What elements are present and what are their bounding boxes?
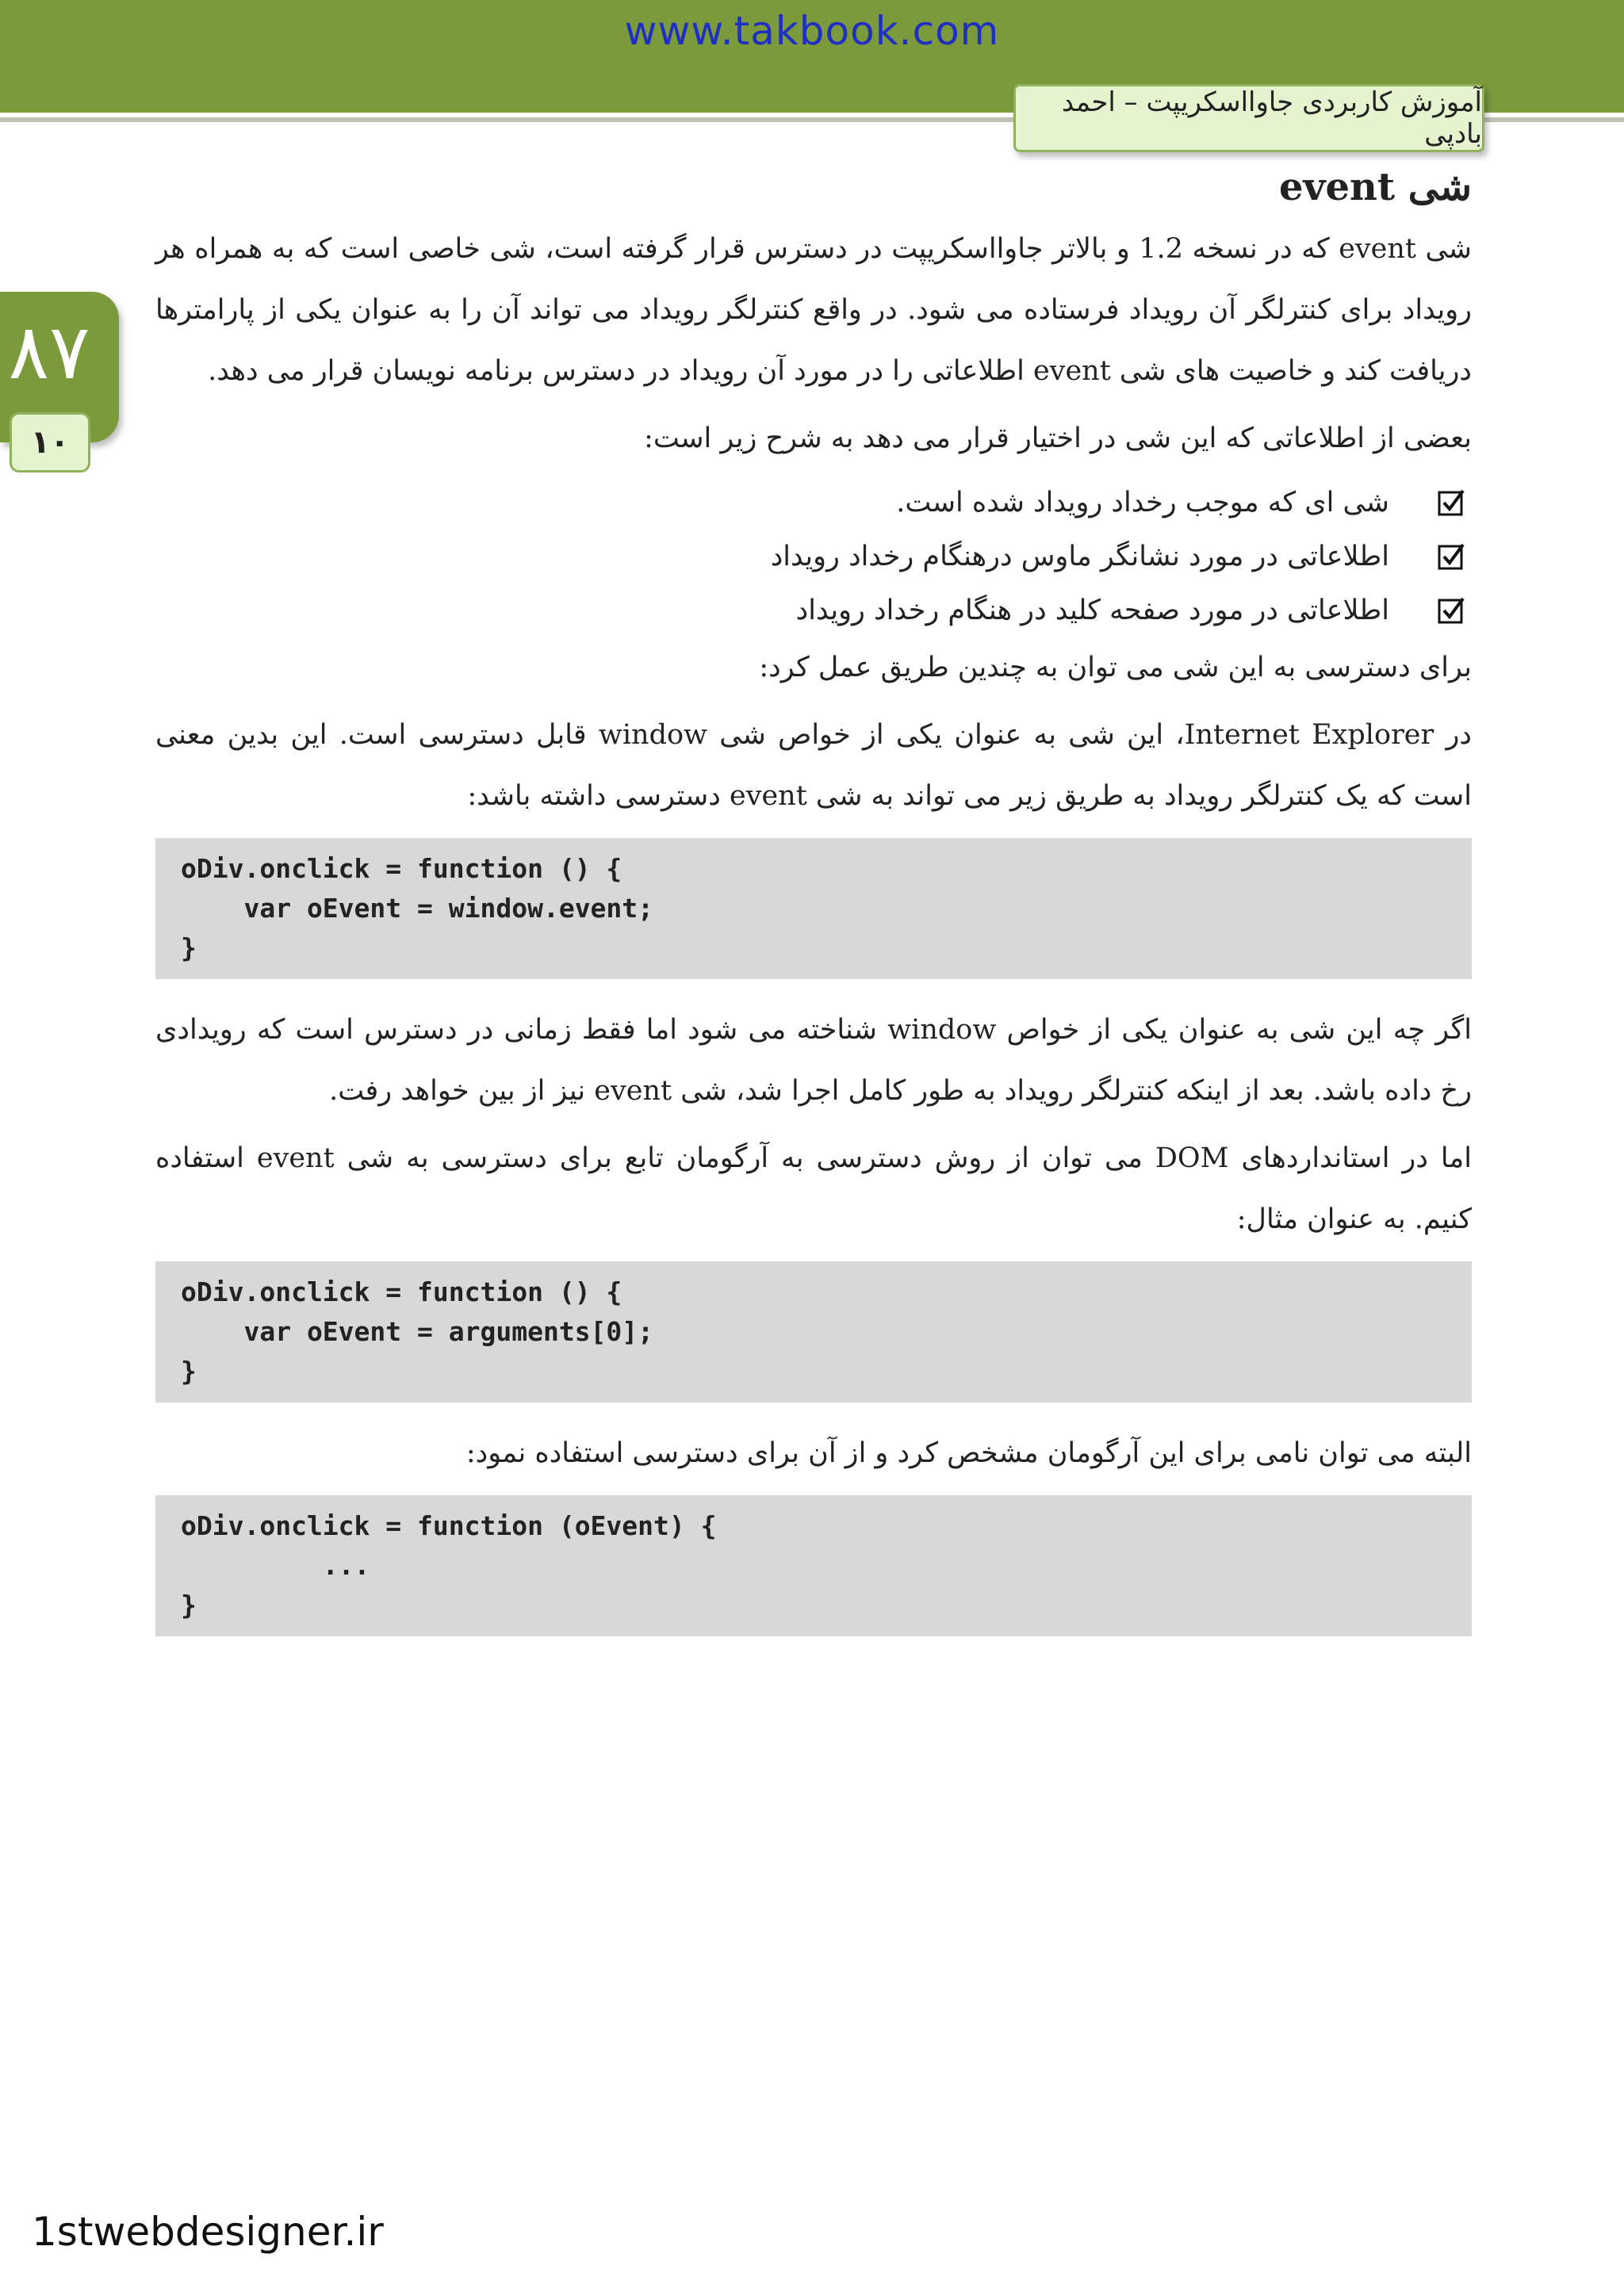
code-line: var oEvent = arguments[0]; <box>181 1316 654 1347</box>
list-item <box>155 584 1472 637</box>
dom-paragraph: اما در استانداردهای DOM می توان از روش دسترسی به آرگومان تابع برای دسترسی به شی event استفاده کنیم. به عنوان مثال: <box>155 1142 1473 1235</box>
book-title-tab <box>1013 84 1484 152</box>
named-arg-paragraph: البته می توان نامی برای این آرگومان مشخص کرد و از آن برای دسترسی استفاده نمود: <box>465 1437 1472 1469</box>
page-content <box>155 155 1472 1657</box>
site-url: www.takbook.com <box>624 8 1000 54</box>
code-block-window-event <box>155 838 1472 979</box>
ie-paragraph: در Internet Explorer، این شی به عنوان یکی از خواص شی window قابل دسترسی است. این بدین معنی است که یک کنترلگر رویداد به طریق زیر می تواند به شی event دسترسی داشته باشد: <box>155 719 1472 812</box>
code-line: oDiv.onclick = function () { <box>181 853 622 884</box>
list-item-text: اطلاعاتی در مورد صفحه کلید در هنگام رخداد رویداد <box>795 595 1389 626</box>
section-title: شی event <box>1279 165 1472 209</box>
code-line: var oEvent = window.event; <box>181 893 654 924</box>
code-line: } <box>181 932 197 963</box>
code-line: oDiv.onclick = function () { <box>181 1276 622 1307</box>
code-line: oDiv.onclick = function (oEvent) { <box>181 1510 717 1541</box>
checkbox-icon <box>1437 596 1465 625</box>
list-item <box>155 476 1472 530</box>
code-line: } <box>181 1590 197 1621</box>
code-block-named-argument <box>155 1495 1472 1636</box>
checkbox-icon <box>1437 542 1465 571</box>
window-note-paragraph: اگر چه این شی به عنوان یکی از خواص window شناخته می شود اما فقط زمانی در دسترس است که رویدادی رخ داده باشد. بعد از اینکه کنترلگر رویداد به طور کامل اجرا شد، شی event نیز از بین خواهد رفت. <box>155 1014 1472 1107</box>
code-line: ... <box>181 1550 370 1581</box>
code-block-arguments <box>155 1261 1472 1402</box>
intro-paragraph: شی event که در نسخه 1.2 و بالاتر جاوااسکریپت در دسترس قرار گرفته است، شی خاصی است که به همراه هر رویداد برای کنترلگر آن رویداد فرستاده می شود. در واقع کنترلگر رویداد می تواند آن را به عنوان یکی از پارامترها دریافت کند و خاصیت های شی event اطلاعاتی را در مورد آن رویداد در دسترس برنامه نویسان قرار می دهد. <box>155 233 1472 387</box>
list-item-text: شی ای که موجب رخداد رویداد شده است. <box>896 487 1389 519</box>
checkbox-icon <box>1437 488 1465 517</box>
info-intro-paragraph: بعضی از اطلاعاتی که این شی در اختیار قرار می دهد به شرح زیر است: <box>644 423 1472 454</box>
page-number: ۸۷ <box>8 308 90 396</box>
access-intro-paragraph: برای دسترسی به این شی می توان به چندین طریق عمل کرد: <box>759 652 1472 683</box>
footer-watermark: 1stwebdesigner.ir <box>32 2209 384 2255</box>
book-title: آموزش کاربردی جاوااسکریپت – احمد بادپی <box>1061 86 1482 150</box>
chapter-number: ۱۰ <box>30 424 70 461</box>
code-line: } <box>181 1356 197 1387</box>
chapter-badge <box>10 412 90 473</box>
info-checklist <box>155 476 1472 637</box>
list-item-text: اطلاعاتی در مورد نشانگر ماوس درهنگام رخداد رویداد <box>770 541 1389 572</box>
list-item <box>155 530 1472 584</box>
